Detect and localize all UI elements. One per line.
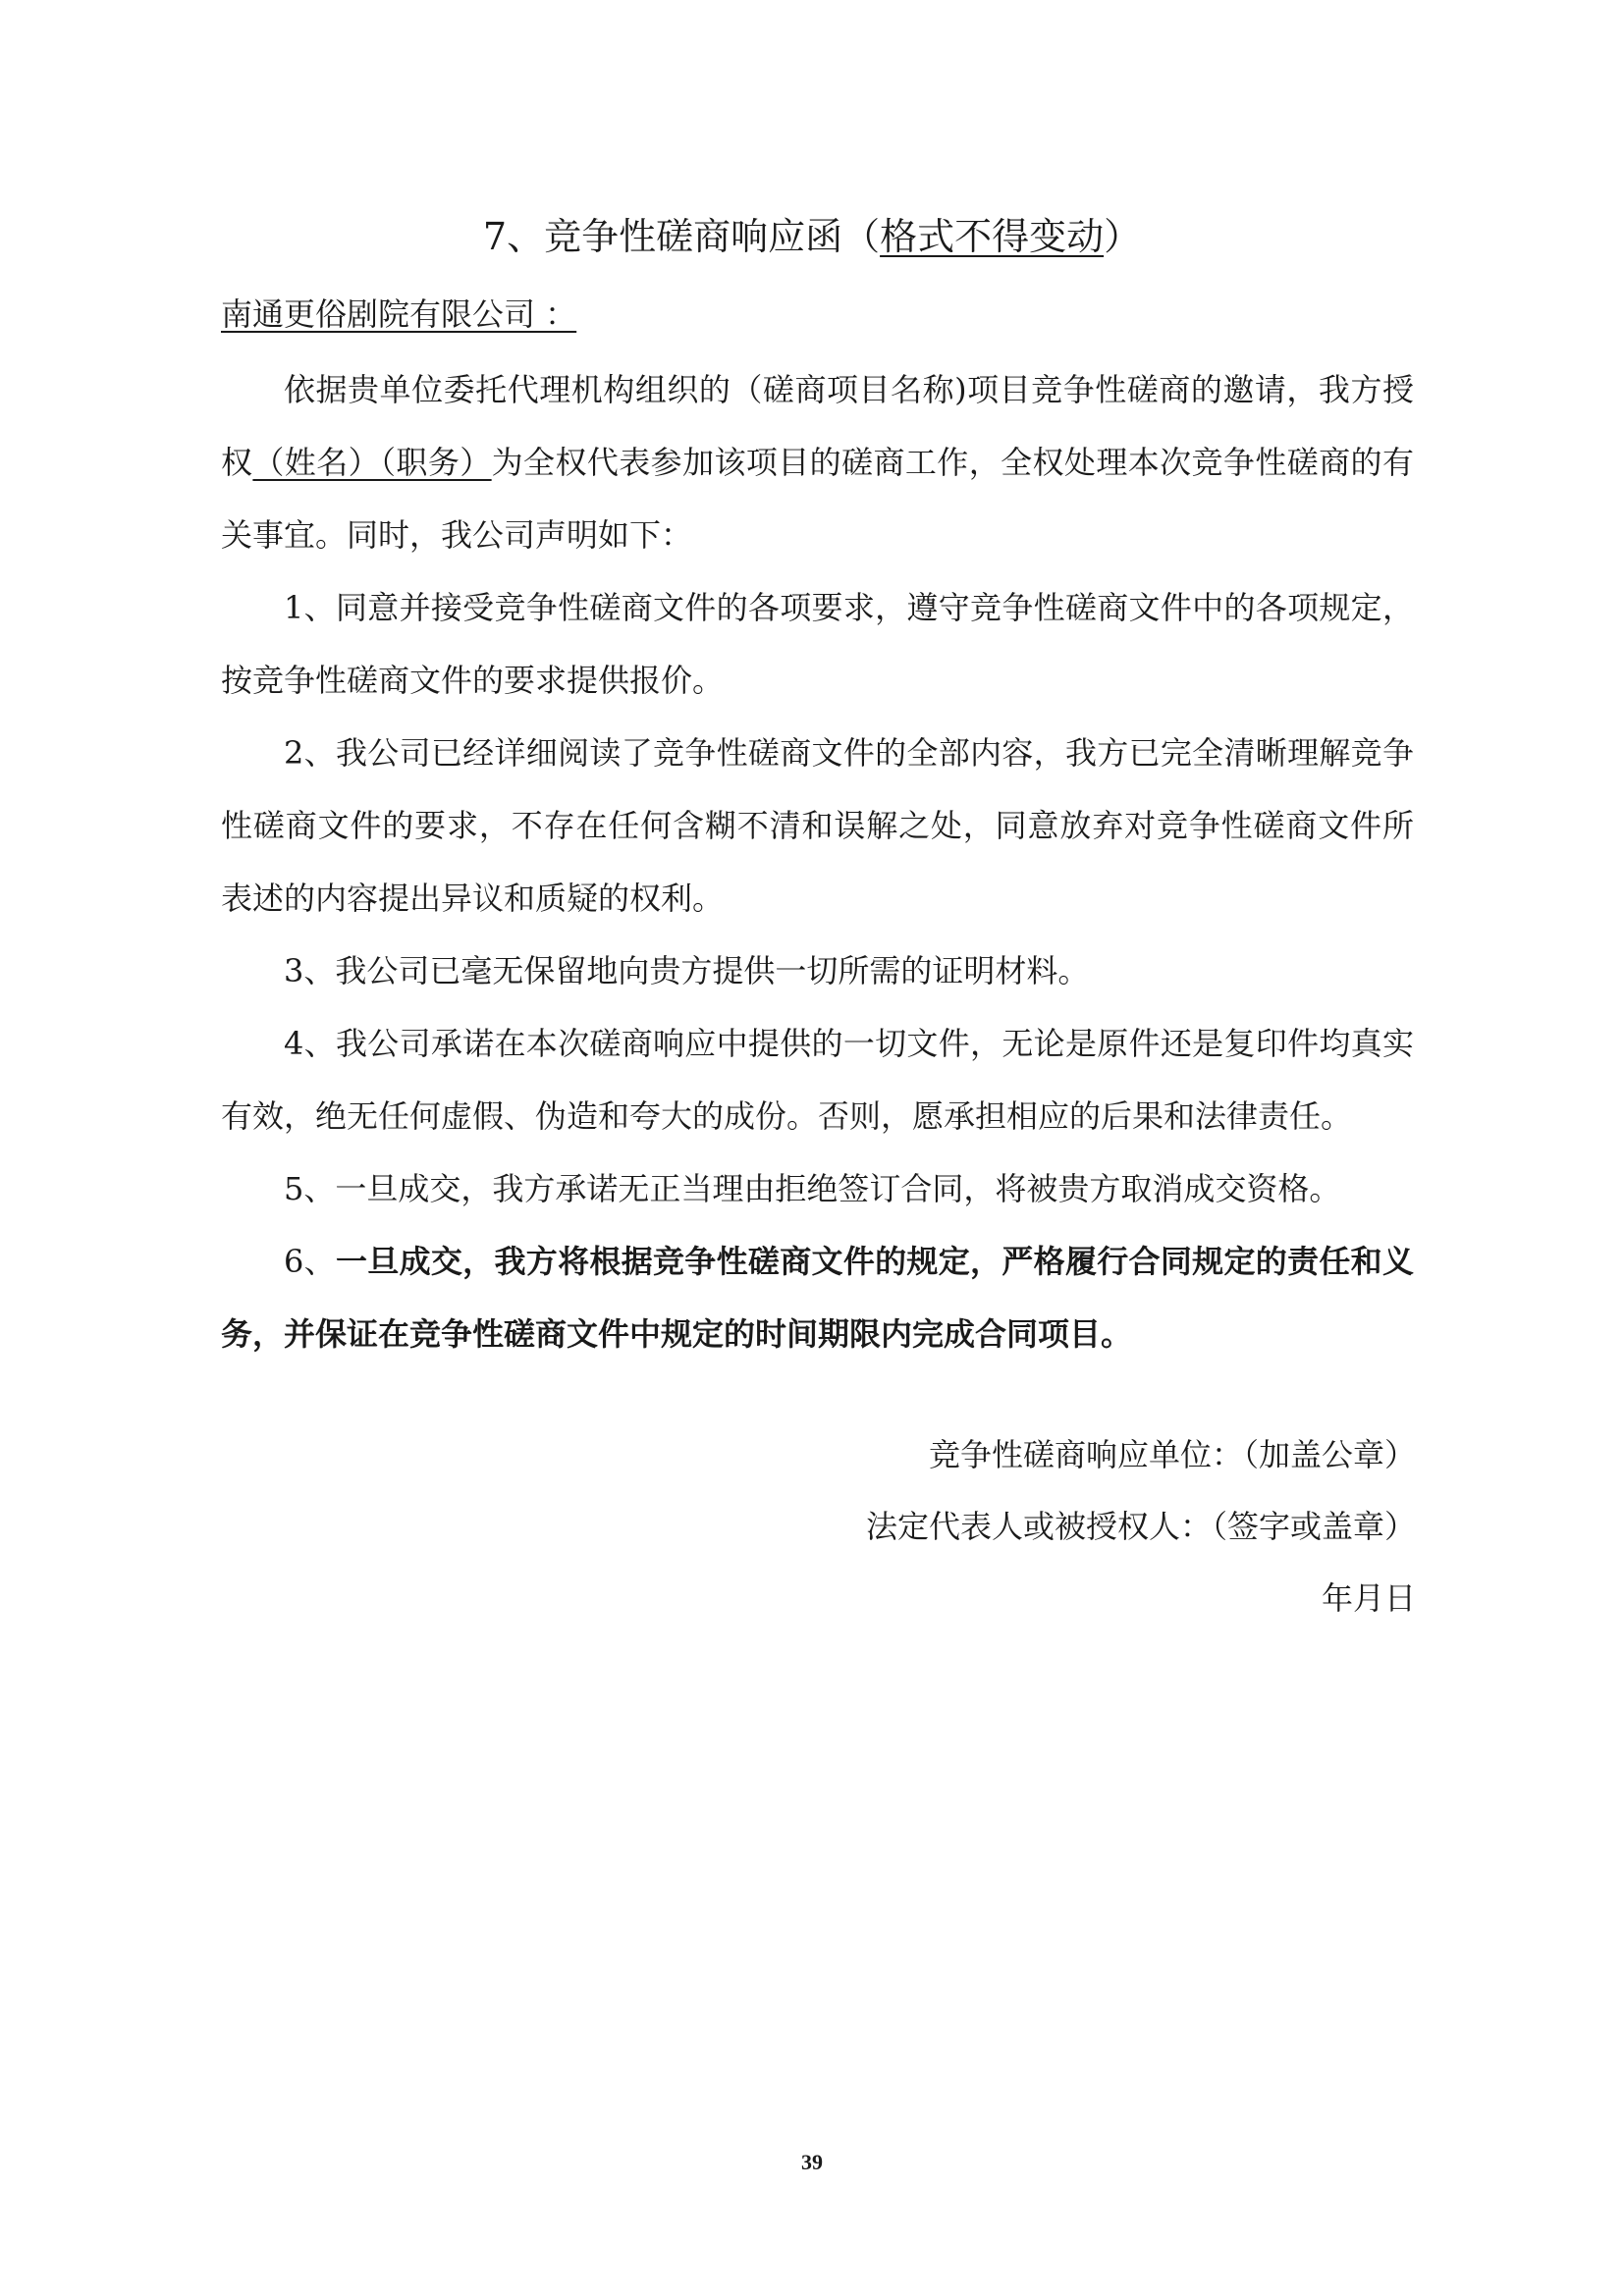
intro-text-1: 依据贵单位委托代理机构组织的（磋商项目名称)项目竞争性磋商的邀请，我方授权	[221, 371, 1414, 481]
clause-6-number: 6、	[284, 1243, 336, 1280]
clause-3: 3、我公司已毫无保留地向贵方提供一切所需的证明材料。	[284, 952, 1090, 989]
clause-6-bold-text: 一旦成交，我方将根据竞争性磋商文件的规定，严格履行合同规定的责任和义务，并保证在竞争性磋商文件中规定的时间期限内完成合同项目。	[221, 1243, 1414, 1353]
title-suffix: ）	[1104, 215, 1142, 258]
clause-5: 5、一旦成交，我方承诺无正当理由拒绝签订合同，将被贵方取消成交资格。	[284, 1170, 1341, 1207]
clause-1: 1、同意并接受竞争性磋商文件的各项要求，遵守竞争性磋商文件中的各项规定，按竞争性磋商文件的要求提供报价。	[221, 589, 1414, 699]
intro-underlined: （姓名）（职务）	[252, 444, 492, 481]
clause-6	[221, 1225, 1414, 1370]
page-title	[0, 211, 1624, 262]
intro-text-2: 为全权代表参加该项目的磋商工作，全权处理本次竞争性磋商的有关事宜。同时，我公司声明如下：	[221, 444, 1414, 554]
signature-date: 年月日	[1321, 1579, 1416, 1617]
signature-unit: 竞争性磋商响应单位：（加盖公章）	[928, 1436, 1416, 1473]
signature-representative: 法定代表人或被授权人：（签字或盖章）	[865, 1508, 1416, 1545]
clause-2: 2、我公司已经详细阅读了竞争性磋商文件的全部内容，我方已完全清晰理解竞争性磋商文件的要求，不存在任何含糊不清和误解之处，同意放弃对竞争性磋商文件所表述的内容提出异议和质疑的权利。	[221, 734, 1414, 917]
page-number: 39	[801, 2150, 823, 2174]
clause-4: 4、我公司承诺在本次磋商响应中提供的一切文件，无论是原件还是复印件均真实有效，绝无任何虚假、伪造和夸大的成份。否则，愿承担相应的后果和法律责任。	[221, 1025, 1414, 1135]
title-underlined: 格式不得变动	[880, 215, 1105, 258]
addressee: 南通更俗剧院有限公司 ：	[221, 295, 577, 333]
title-prefix: 7、竞争性磋商响应函（	[482, 215, 881, 258]
intro-paragraph	[221, 353, 1414, 571]
